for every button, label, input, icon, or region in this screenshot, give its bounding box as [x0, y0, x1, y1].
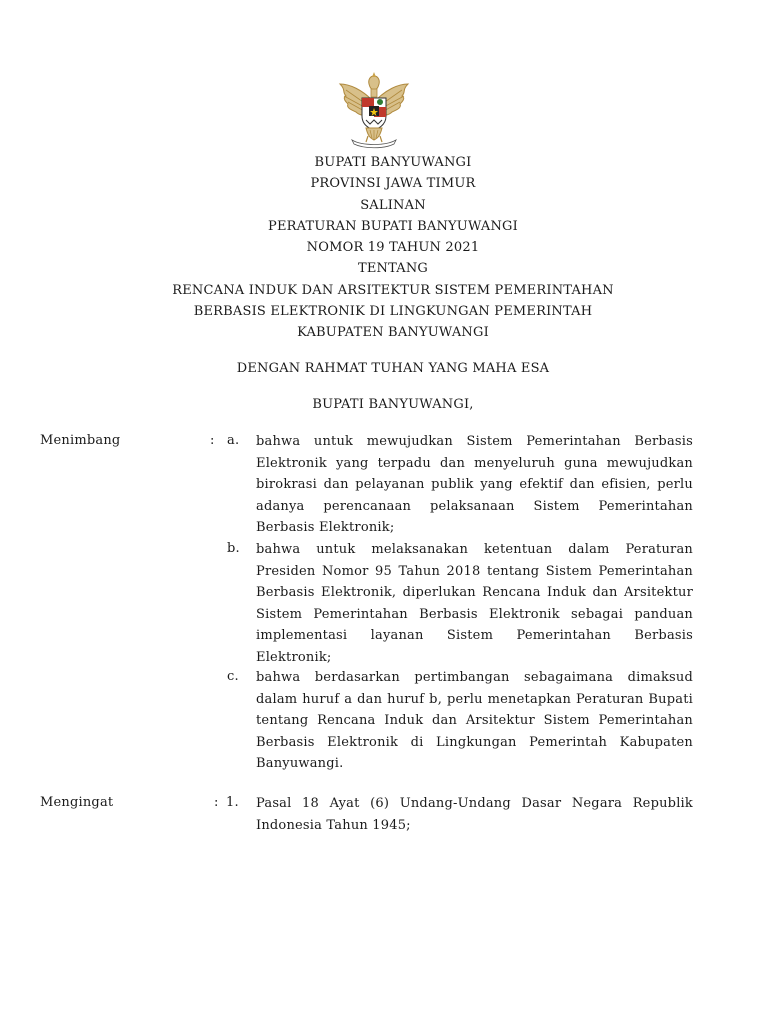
item-marker-a: a.	[227, 433, 240, 448]
regent-title: BUPATI BANYUWANGI	[314, 155, 472, 170]
about-label: TENTANG	[357, 261, 429, 277]
document-header	[0, 152, 768, 344]
province-title: PROVINSI JAWA TIMUR	[310, 176, 476, 192]
blessing-line: DENGAN RAHMAT TUHAN YANG MAHA ESA	[236, 361, 550, 376]
item-marker-b: b.	[227, 541, 240, 556]
consideration-item-b: bahwa untuk melaksanakan ketentuan dalam Peraturan Presiden Nomor 95 Tahun 2018 tentang Sistem Pemerintahan Berbasis Elektronik, diperlukan Rencana Induk dan Arsitektur Sistem Pemerintahan Berbasis Elektronik sebagai panduan implementasi layanan Sistem Pemerintahan Berbasis Elektronik;	[256, 542, 693, 665]
legal-basis-item-1: Pasal 18 Ayat (6) Undang-Undang Dasar Negara Republik Indonesia Tahun 1945;	[256, 796, 693, 833]
copy-label: SALINAN	[360, 197, 426, 213]
mengingat-label: Mengingat	[40, 795, 114, 810]
item-marker-1: 1.	[226, 795, 239, 810]
menimbang-label: Menimbang	[40, 433, 121, 448]
item-marker-c: c.	[227, 669, 239, 684]
official-line: BUPATI BANYUWANGI,	[312, 397, 474, 412]
garuda-emblem-icon	[336, 70, 412, 150]
consideration-item-c: bahwa berdasarkan pertimbangan sebagaimana dimaksud dalam huruf a dan huruf b, perlu menetapkan Peraturan Bupati tentang Rencana Induk dan Arsitektur Sistem Pemerintahan Berbasis Elektronik di Lingkungan Pemerintah Kabupaten Banyuwangi.	[256, 670, 693, 771]
subject-line-2: BERBASIS ELEKTRONIK DI LINGKUNGAN PEMERINTAH	[193, 304, 593, 320]
menimbang-colon: :	[210, 433, 215, 448]
regulation-title: PERATURAN BUPATI BANYUWANGI	[268, 218, 518, 234]
mengingat-colon: :	[214, 795, 219, 810]
subject-line-1: RENCANA INDUK DAN ARSITEKTUR SISTEM PEMERINTAHAN	[172, 282, 614, 298]
subject-line-3: KABUPATEN BANYUWANGI	[297, 325, 489, 341]
regulation-number: NOMOR 19 TAHUN 2021	[306, 240, 480, 256]
consideration-item-a: bahwa untuk mewujudkan Sistem Pemerintahan Berbasis Elektronik yang terpadu dan menyeluruh guna mewujudkan birokrasi dan pelayanan publik yang efektif dan efisien, perlu adanya perencanaan pelaksanaan Sistem Pemerintahan Berbasis Elektronik;	[256, 434, 693, 535]
